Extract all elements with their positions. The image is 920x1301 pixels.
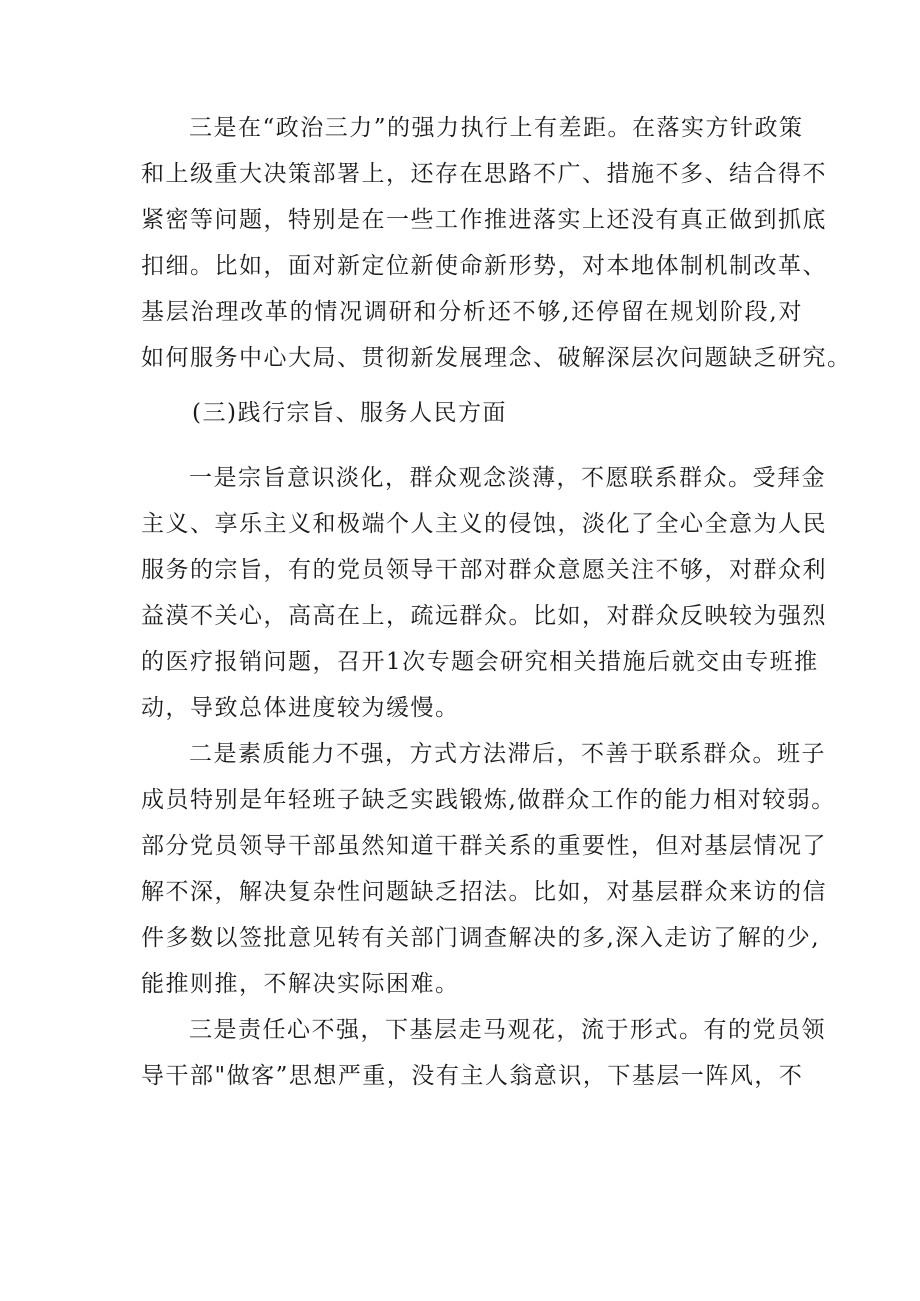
paragraph-line: 导干部"做客”思想严重，没有主人翁意识，下基层一阵风，不	[141, 1063, 804, 1089]
paragraph-line: 服务的宗旨，有的党员领导干部对群众意愿关注不够，对群众利	[141, 557, 827, 583]
paragraph-line: 三是在“政治三力”的强力执行上有差距。在落实方针政策	[189, 115, 804, 141]
paragraph-line: 主义、享乐主义和极端个人主义的侵蚀，淡化了全心全意为人民	[141, 511, 827, 537]
paragraph-line: 和上级重大决策部署上，还存在思路不广、措施不多、结合得不	[141, 161, 827, 187]
paragraph-line: 能推则推，不解决实际困难。	[141, 971, 460, 997]
paragraph-line: 一是宗旨意识淡化，群众观念淡薄，不愿联系群众。受拜金	[189, 465, 826, 491]
paragraph-line: 益漠不关心，高高在上，疏远群众。比如，对群众反映较为强烈	[141, 603, 827, 629]
paragraph-line: 解不深，解决复杂性问题缺乏招法。比如，对基层群众来访的信	[141, 879, 827, 905]
paragraph-line: 扣细。比如，面对新定位新使命新形势，对本地体制机制改革、	[141, 253, 827, 279]
paragraph-line: 二是素质能力不强，方式方法滞后，不善于联系群众。班子	[189, 741, 826, 767]
paragraph-line: 基层治理改革的情况调研和分析还不够,还停留在规划阶段,对	[141, 299, 803, 325]
paragraph-line: 部分党员领导干部虽然知道干群关系的重要性，但对基层情况了	[141, 833, 827, 859]
section-heading: (三)践行宗旨、服务人民方面	[192, 400, 507, 426]
paragraph-line: 紧密等问题，特别是在一些工作推进落实上还没有真正做到抓底	[141, 207, 827, 233]
paragraph-line: 三是责任心不强，下基层走马观花，流于形式。有的党员领	[189, 1017, 826, 1043]
paragraph-line: 动，导致总体进度较为缓慢。	[141, 695, 460, 721]
paragraph-line: 件多数以签批意见转有关部门调查解决的多,深入走访了解的少,	[141, 925, 821, 951]
paragraph-line: 成员特别是年轻班子缺乏实践锻炼,做群众工作的能力相对较弱。	[141, 787, 836, 813]
paragraph-line: 的医疗报销问题，召开1次专题会研究相关措施后就交由专班推	[141, 649, 819, 675]
paragraph-line: 如何服务中心大局、贯彻新发展理念、破解深层次问题缺乏研究。	[141, 345, 852, 371]
